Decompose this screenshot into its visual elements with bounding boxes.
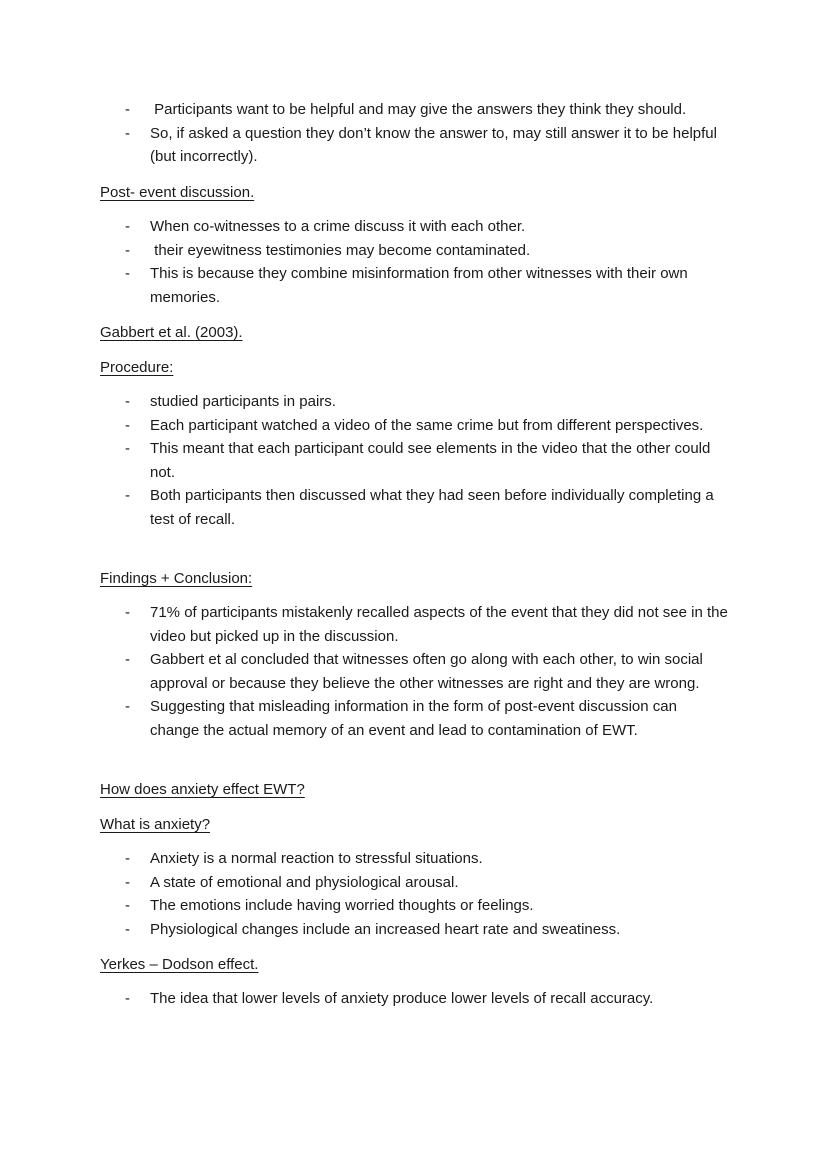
findings-bullet-list bbox=[0, 601, 828, 742]
list-item bbox=[0, 894, 730, 918]
bullet-dash: - bbox=[125, 101, 130, 118]
list-item bbox=[0, 987, 730, 1011]
yerkes-bullet-list bbox=[0, 987, 828, 1011]
list-item-text: Both participants then discussed what they had seen before individually completing a test of recall. bbox=[150, 487, 714, 528]
list-item-text: 71% of participants mistakenly recalled aspects of the event that they did not see in the video but picked up in the discussion. bbox=[150, 604, 728, 645]
bullet-dash: - bbox=[125, 873, 130, 891]
list-item bbox=[0, 601, 730, 648]
list-item bbox=[0, 98, 730, 122]
list-item bbox=[0, 414, 730, 438]
bullet-dash: - bbox=[125, 897, 130, 914]
bullet-dash: - bbox=[125, 440, 130, 457]
section-heading-gabbert: Gabbert et al. (2003). bbox=[100, 324, 243, 341]
intro-bullet-list bbox=[0, 98, 828, 169]
list-item bbox=[0, 122, 730, 169]
bullet-dash: - bbox=[125, 990, 130, 1007]
list-item-text: Each participant watched a video of the same crime but from different perspectives. bbox=[150, 416, 704, 434]
list-item-text: This meant that each participant could see elements in the video that the other could not. bbox=[150, 440, 711, 481]
section-heading-post-event: Post- event discussion. bbox=[100, 184, 255, 201]
list-item-text: The emotions include having worried thoughts or feelings. bbox=[150, 897, 534, 914]
bullet-dash: - bbox=[125, 218, 130, 235]
list-item-text: Suggesting that misleading information in the form of post-event discussion can change the actual memory of an event and lead to contamination of EWT. bbox=[150, 698, 677, 739]
list-item-text: Physiological changes include an increased heart rate and sweatiness. bbox=[150, 920, 621, 938]
list-item-text: So, if asked a question they don’t know the answer to, may still answer it to be helpful (but incorrectly). bbox=[150, 124, 717, 165]
list-item bbox=[0, 918, 730, 942]
list-item bbox=[0, 871, 730, 895]
list-item-text: The idea that lower levels of anxiety produce lower levels of recall accuracy. bbox=[150, 990, 654, 1007]
list-item bbox=[0, 262, 730, 309]
list-item bbox=[0, 215, 730, 239]
list-item-text: Gabbert et al concluded that witnesses often go along with each other, to win social approval or because they believe the other witnesses are right and they are wrong. bbox=[150, 651, 703, 692]
bullet-dash: - bbox=[125, 241, 130, 259]
list-item-text: studied participants in pairs. bbox=[150, 393, 336, 410]
section-heading-what-is-anxiety: What is anxiety? bbox=[100, 816, 211, 833]
bullet-dash: - bbox=[125, 850, 130, 867]
bullet-dash: - bbox=[125, 416, 130, 434]
bullet-dash: - bbox=[125, 920, 130, 938]
bullet-dash: - bbox=[125, 124, 130, 142]
bullet-dash: - bbox=[125, 651, 130, 668]
bullet-dash: - bbox=[125, 698, 130, 715]
list-item bbox=[0, 239, 730, 263]
section-heading-findings: Findings + Conclusion: bbox=[100, 570, 253, 587]
bullet-dash: - bbox=[125, 393, 130, 410]
list-item-text: A state of emotional and physiological arousal. bbox=[150, 873, 459, 891]
list-item bbox=[0, 437, 730, 484]
section-heading-anxiety-question: How does anxiety effect EWT? bbox=[100, 781, 305, 798]
list-item bbox=[0, 484, 730, 531]
list-item-text: their eyewitness testimonies may become contaminated. bbox=[150, 241, 531, 259]
list-item-text: Participants want to be helpful and may give the answers they think they should. bbox=[150, 101, 687, 118]
section-heading-yerkes-dodson: Yerkes – Dodson effect. bbox=[100, 956, 259, 973]
list-item bbox=[0, 695, 730, 742]
list-item bbox=[0, 648, 730, 695]
list-item bbox=[0, 847, 730, 871]
list-item-text: This is because they combine misinformation from other witnesses with their own memories. bbox=[150, 265, 688, 306]
section-heading-procedure: Procedure: bbox=[100, 359, 174, 376]
list-item-text: Anxiety is a normal reaction to stressful situations. bbox=[150, 850, 483, 867]
bullet-dash: - bbox=[125, 265, 130, 282]
bullet-dash: - bbox=[125, 487, 130, 504]
procedure-bullet-list bbox=[0, 390, 828, 531]
bullet-dash: - bbox=[125, 604, 130, 621]
list-item bbox=[0, 390, 730, 414]
list-item-text: When co-witnesses to a crime discuss it with each other. bbox=[150, 218, 526, 235]
post-event-bullet-list bbox=[0, 215, 828, 309]
anxiety-bullet-list bbox=[0, 847, 828, 941]
